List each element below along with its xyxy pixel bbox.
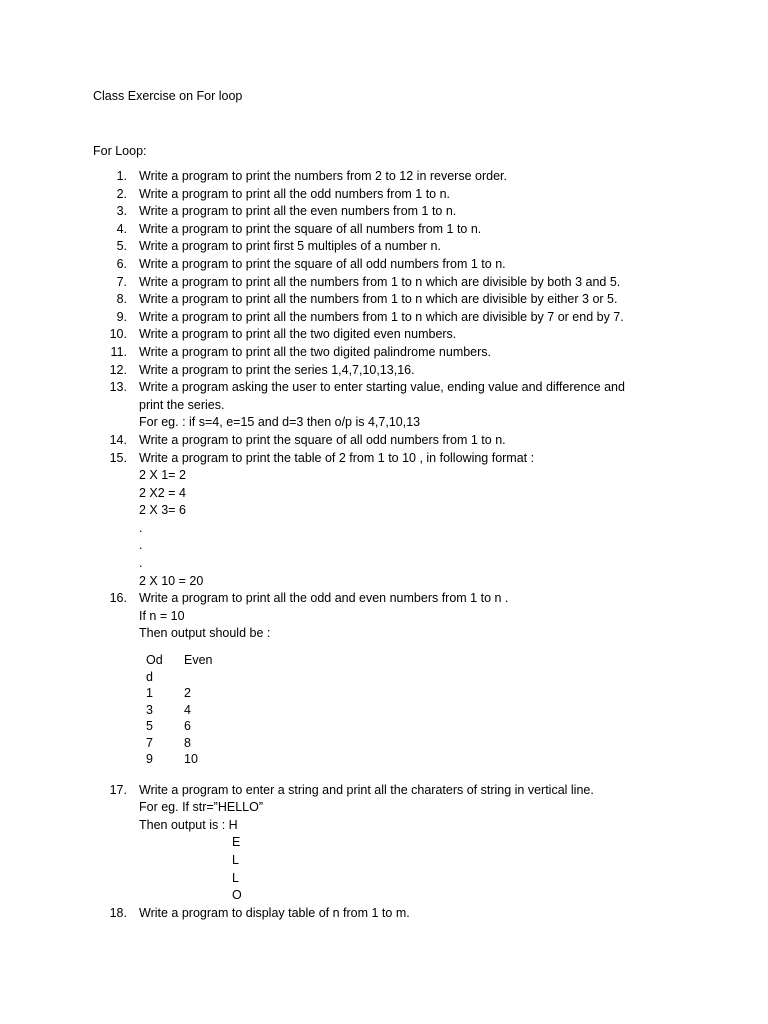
table-row <box>146 735 224 752</box>
exercise-list <box>0 168 768 922</box>
item-text: Write a program to print all the even numbers from 1 to n. <box>139 204 457 219</box>
odd-even-table <box>146 652 224 768</box>
item-number: 18. <box>109 905 127 920</box>
item-text: Write a program to print first 5 multiples of a number n. <box>139 239 441 254</box>
list-item <box>0 168 768 186</box>
list-item <box>0 291 768 309</box>
letter: L <box>232 852 239 867</box>
header-odd <box>146 652 184 685</box>
item-number: 11. <box>110 344 127 359</box>
even-cell: 4 <box>184 702 191 717</box>
list-item <box>0 590 768 608</box>
item-text: Write a program to print all the numbers from 1 to n which are divisible by either 3 or 5. <box>139 292 618 307</box>
item-number: 2. <box>116 186 127 201</box>
odd-cell: 5 <box>146 719 153 734</box>
table-line: 2 X2 = 4 <box>139 485 186 500</box>
item-number: 17. <box>109 782 127 797</box>
list-item <box>0 309 768 327</box>
list-item <box>0 274 768 292</box>
list-item <box>0 362 768 380</box>
odd-cell: 1 <box>146 686 153 701</box>
item-number: 7. <box>116 274 127 289</box>
example-text: Then output should be : <box>139 626 271 641</box>
letter: E <box>232 835 241 850</box>
item-number: 8. <box>116 292 127 307</box>
table-line: 2 X 1= 2 <box>139 468 186 483</box>
letter: O <box>232 888 242 903</box>
item-text: Write a program to print all the odd numbers from 1 to n. <box>139 186 451 201</box>
item-text: Write a program to print all the odd and even numbers from 1 to n . <box>139 591 509 606</box>
item-text: Write a program to print the table of 2 from 1 to 10 , in following format : <box>139 450 535 465</box>
even-cell: 8 <box>184 735 191 750</box>
letter: L <box>232 870 239 885</box>
list-item <box>0 326 768 344</box>
header-even: Even <box>184 653 213 668</box>
even-cell: 10 <box>184 752 198 767</box>
list-item <box>0 238 768 256</box>
item-number: 13. <box>109 380 127 395</box>
list-item <box>0 256 768 274</box>
item-number: 3. <box>116 204 127 219</box>
table-row <box>146 751 224 768</box>
list-item <box>0 186 768 204</box>
table-line: 2 X 10 = 20 <box>139 573 204 588</box>
item-number: 6. <box>116 256 127 271</box>
item-number: 1. <box>116 169 127 183</box>
item-number: 4. <box>116 221 127 236</box>
list-item <box>0 905 768 923</box>
list-item <box>0 782 768 800</box>
table-row <box>146 718 224 735</box>
list-item <box>0 450 768 468</box>
item-text: Write a program to print all the numbers from 1 to n which are divisible by 7 or end by 7. <box>139 309 624 324</box>
item-text: Write a program to print all the numbers from 1 to n which are divisible by both 3 and 5. <box>139 274 621 289</box>
item-number: 5. <box>116 239 127 254</box>
ellipsis-dot: . <box>139 520 143 535</box>
table-row <box>146 702 224 719</box>
vertical-letters <box>232 834 768 904</box>
item-text: Write a program to print the series 1,4,7,10,13,16. <box>139 362 415 377</box>
ellipsis-dot: . <box>139 538 143 553</box>
table-row <box>146 685 224 702</box>
item-text: Write a program to print the square of all odd numbers from 1 to n. <box>139 256 506 271</box>
header-odd-wrap: d <box>146 669 153 684</box>
item-text: Write a program asking the user to enter starting value, ending value and difference and <box>139 380 625 395</box>
item-text: Write a program to print the square of all numbers from 1 to n. <box>139 221 482 236</box>
document-title: Class Exercise on For loop <box>93 89 243 103</box>
list-item <box>0 203 768 221</box>
item-text: Write a program to enter a string and print all the charaters of string in vertical line. <box>139 782 594 797</box>
item-number: 9. <box>116 309 127 324</box>
item-number: 16. <box>109 591 127 606</box>
odd-cell: 7 <box>146 735 153 750</box>
item-number: 14. <box>109 432 127 447</box>
example-text: For eg. If str=”HELLO” <box>139 800 263 815</box>
list-item <box>0 221 768 239</box>
item-text: Write a program to display table of n from 1 to m. <box>139 905 410 920</box>
item-text: Write a program to print all the two digited palindrome numbers. <box>139 344 492 359</box>
even-cell: 2 <box>184 686 191 701</box>
list-item <box>0 432 768 450</box>
item-number: 12. <box>109 362 127 377</box>
item-number: 15. <box>109 450 127 465</box>
ellipsis-dot: . <box>139 556 143 571</box>
example-text: For eg. : if s=4, e=15 and d=3 then o/p is 4,7,10,13 <box>139 415 421 430</box>
item-number: 10. <box>109 327 127 342</box>
section-heading: For Loop: <box>93 144 147 158</box>
item-text: Write a program to print the numbers from 2 to 12 in reverse order. <box>139 169 507 183</box>
example-text: If n = 10 <box>139 608 185 623</box>
list-item <box>0 379 768 397</box>
table-line: 2 X 3= 6 <box>139 503 186 518</box>
list-item <box>0 344 768 362</box>
item-continuation: print the series. <box>139 397 225 412</box>
odd-cell: 9 <box>146 752 153 767</box>
even-cell: 6 <box>184 719 191 734</box>
odd-cell: 3 <box>146 702 153 717</box>
item-text: Write a program to print the square of all odd numbers from 1 to n. <box>139 432 506 447</box>
item-text: Write a program to print all the two digited even numbers. <box>139 327 457 342</box>
header-odd-text: Od <box>146 653 163 668</box>
example-text: Then output is : H <box>139 817 238 832</box>
table-header-row <box>146 652 224 685</box>
